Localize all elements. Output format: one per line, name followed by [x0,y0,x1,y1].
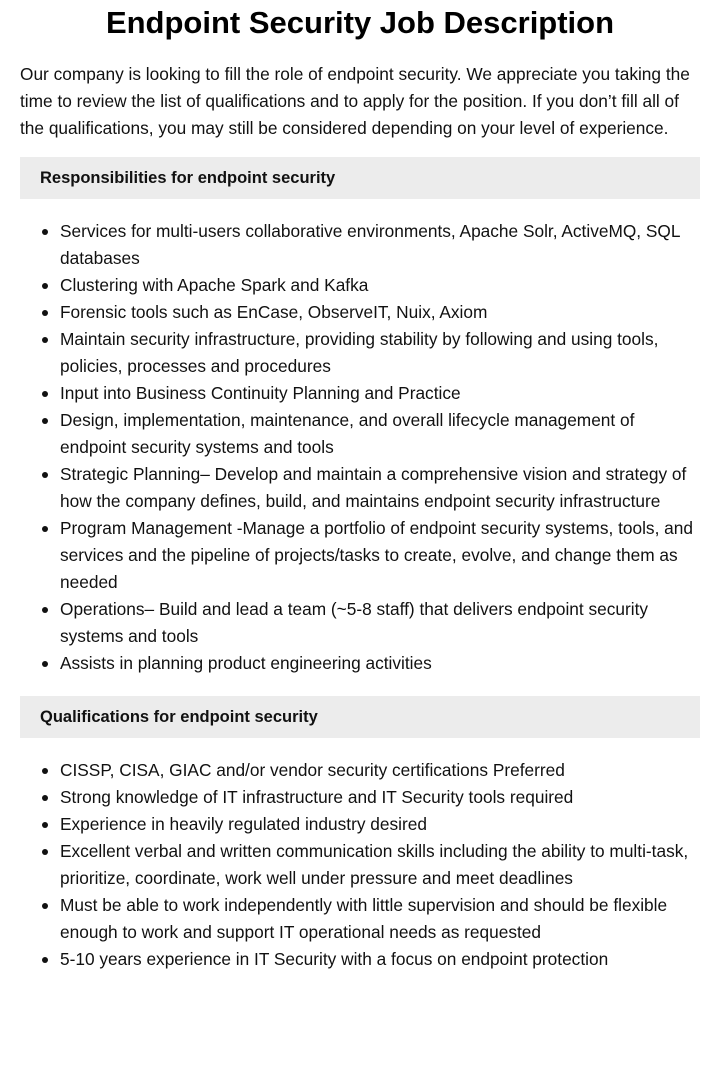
list-item: Experience in heavily regulated industry desired [60,811,700,838]
responsibilities-heading: Responsibilities for endpoint security [20,157,700,199]
list-item: CISSP, CISA, GIAC and/or vendor security certifications Preferred [60,757,700,784]
list-item: Assists in planning product engineering activities [60,650,700,677]
list-item: Forensic tools such as EnCase, ObserveIT, Nuix, Axiom [60,299,700,326]
responsibilities-list [20,218,700,677]
list-item: Must be able to work independently with little supervision and should be flexible enough to work and support IT operational needs as requested [60,892,700,946]
intro-paragraph: Our company is looking to fill the role of endpoint security. We appreciate you taking the time to review the list of qualifications and to apply for the position. If you don’t fill all of the qualifications, you may still be considered depending on your level of experience. [20,64,690,138]
list-item: Strategic Planning– Develop and maintain a comprehensive vision and strategy of how the company defines, build, and maintains endpoint security infrastructure [60,461,700,515]
list-item: Strong knowledge of IT infrastructure and IT Security tools required [60,784,700,811]
page-title: Endpoint Security Job Description [105,5,615,40]
qualifications-heading: Qualifications for endpoint security [20,696,700,738]
list-item: Program Management -Manage a portfolio of endpoint security systems, tools, and services and the pipeline of projects/tasks to create, evolve, and change them as needed [60,515,700,596]
list-item: 5-10 years experience in IT Security with a focus on endpoint protection [60,946,700,973]
list-item: Services for multi-users collaborative environments, Apache Solr, ActiveMQ, SQL databases [60,218,700,272]
list-item: Design, implementation, maintenance, and overall lifecycle management of endpoint security systems and tools [60,407,700,461]
list-item: Excellent verbal and written communication skills including the ability to multi-task, prioritize, coordinate, work well under pressure and meet deadlines [60,838,700,892]
list-item: Input into Business Continuity Planning and Practice [60,380,700,407]
qualifications-list [20,757,700,973]
list-item: Clustering with Apache Spark and Kafka [60,272,700,299]
list-item: Operations– Build and lead a team (~5-8 staff) that delivers endpoint security systems and tools [60,596,700,650]
list-item: Maintain security infrastructure, providing stability by following and using tools, policies, processes and procedures [60,326,700,380]
